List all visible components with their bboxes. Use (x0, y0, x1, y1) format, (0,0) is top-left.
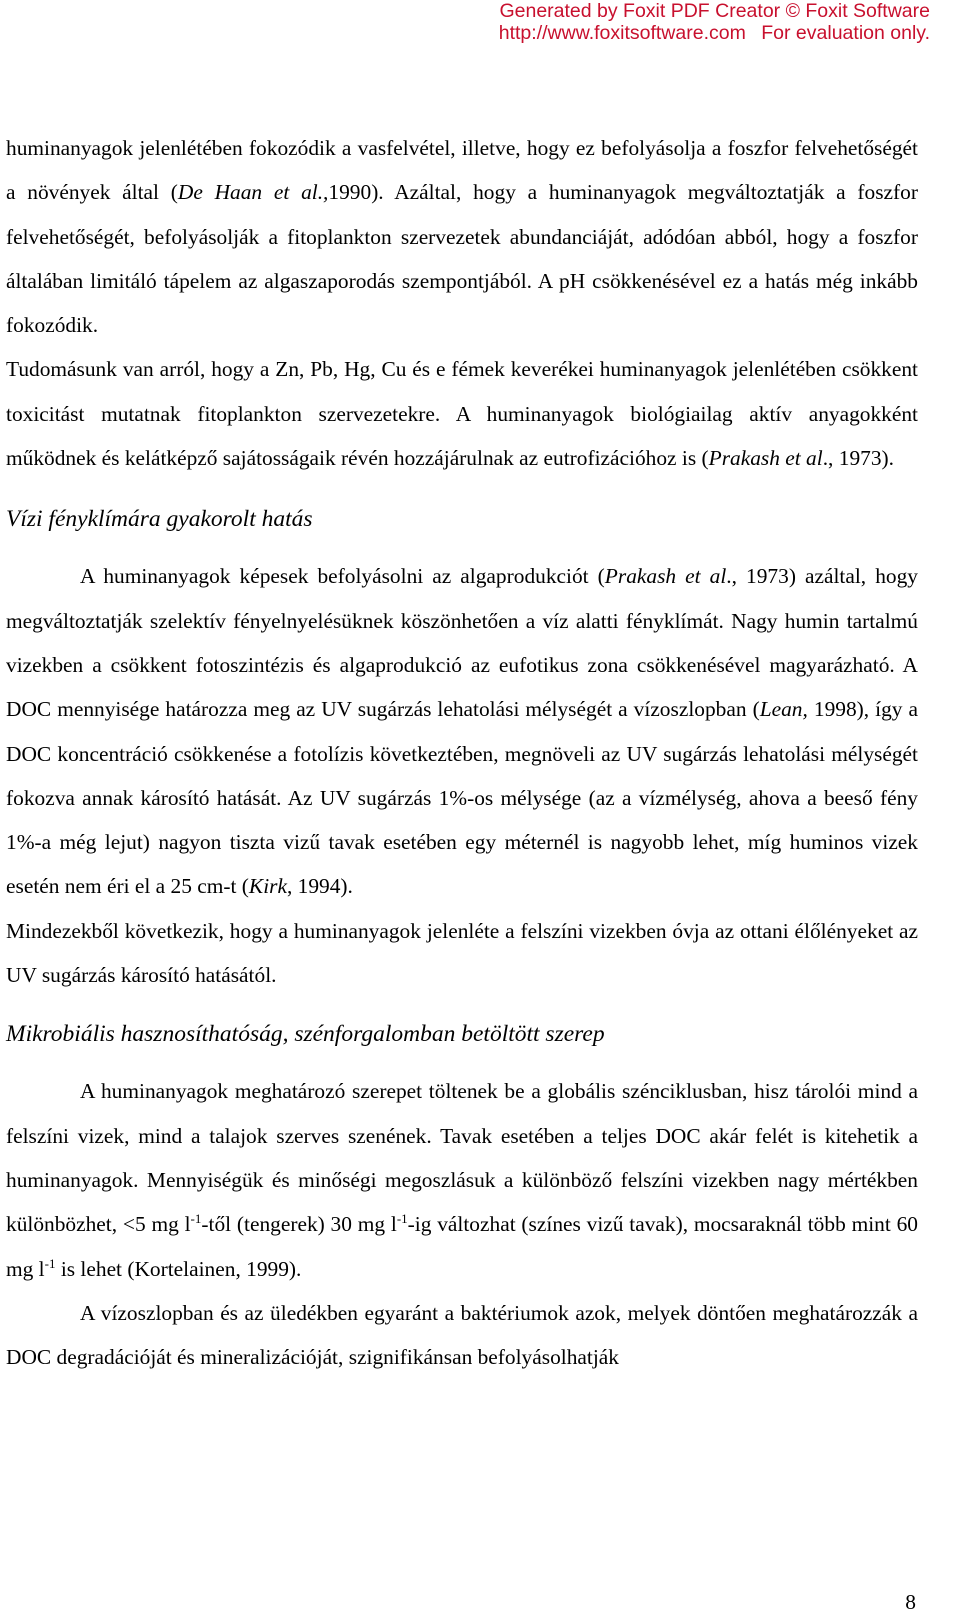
paragraph-4: Mindezekből következik, hogy a huminanyagok jelenléte a felszíni vizekben óvja az ottani élőlényeket az UV sugárzás károsító hatásától. (6, 918, 918, 988)
paragraph-5: A huminanyagok meghatározó szerepet töltenek be a globális szénciklusban, hisz tárolói mind a felszíni vizek, mind a talajok szerves szenének. Tavak esetében a teljes DOC akár felét is kitehetik a huminanyagok. Mennyiségük és minőségi megoszlásuk a különböző felszíni vizekben nagy mértékben különbözhet, <5 mg $l^{-1}$-től (tengerek) 30 mg $l^{-1}-ig$ változhat (színes vizű tavak), mocsaraknál több mint 60 mg $l^{-1}$ is lehet (Kortelainen, 1999). (6, 1079, 918, 1281)
watermark-line1: Generated by Foxit PDF Creator © Foxit Software (499, 0, 930, 22)
paragraph-2: Tudomásunk van arról, hogy a Zn, Pb, Hg, Cu és e fémek keverékei huminanyagok jelenlétében csökkent toxicitást mutatnak fitoplankton szervezetekre. A huminanyagok biológiailag aktív anyagokként működnek és kelátképző sajátosságaik révén hozzájárulnak az eutrofizációhoz is (Prakash et al., 1973). (6, 357, 918, 471)
citation: Prakash et al (604, 564, 727, 589)
paragraph-3: A huminanyagok képesek befolyásolni az algaprodukciót (Prakash et al., 1973) azáltal, hogy megváltoztatják szelektív fényelnyelésüknek köszönhetően a víz alatti fényklímát. Nagy humin tartalmú vizekben a csökkent fotoszintézis és algaprodukció az eufotikus zona csökkenésével magyarázható. A DOC mennyisége határozza meg az UV sugárzás lehatolási mélységét a vízoszlopban (Lean, 1998), így a DOC koncentráció csökkenése a fotolízis következtében, megnöveli az UV sugárzás lehatolási mélységét fokozva annak károsító hatását. Az UV sugárzás 1%-os mélysége (az a vízmélység, ahova a beeső fény 1%-a még lejut) nagyon tiszta vizű tavak esetében egy méternél is nagyobb lehet, míg huminos vizek esetén nem éri el a 25 cm-t (Kirk, 1994). (6, 564, 919, 899)
watermark-notice: For evaluation only. (761, 22, 930, 44)
paragraph-6: A vízoszlopban és az üledékben egyaránt a baktériumok azok, melyek döntően meghatározzák a DOC degradációját és mineralizációját, szignifikánsan befolyásolhatják (6, 1300, 918, 1370)
paragraph-1: huminanyagok jelenlétében fokozódik a vasfelvétel, illetve, hogy ez befolyásolja a foszfor felvehetőségét a növények által (De Haan et al.,1990). Azáltal, hogy a huminanyagok megváltoztatják a foszfor felvehetőségét, befolyásolják a fitoplankton szervezetek abundanciáját, adódóan abból, hogy a foszfor általában limitáló tápelem az algaszaporodás szempontjából. A pH csökkenésével ez a hatás még inkább fokozódik. (6, 136, 918, 338)
superscript: -1 (190, 1211, 202, 1227)
superscript: -1 (44, 1255, 56, 1271)
section-heading-microbial: Mikrobiális hasznosíthatóság, szénforgalomban betöltött szerep (6, 1021, 605, 1048)
pdf-creator-watermark (499, 0, 930, 44)
citation: Lean, (759, 697, 808, 722)
watermark-url[interactable]: http://www.foxitsoftware.com (498, 22, 746, 44)
citation: Prakash et al (708, 446, 823, 471)
section-heading-light-climate: Vízi fényklímára gyakorolt hatás (6, 506, 313, 533)
citation: Kirk (248, 874, 287, 899)
page-number: 8 (905, 1590, 916, 1614)
citation: De Haan et al., (177, 180, 329, 205)
document-body (6, 126, 918, 1379)
superscript: -1 (396, 1211, 408, 1227)
watermark-line2 (499, 22, 930, 44)
